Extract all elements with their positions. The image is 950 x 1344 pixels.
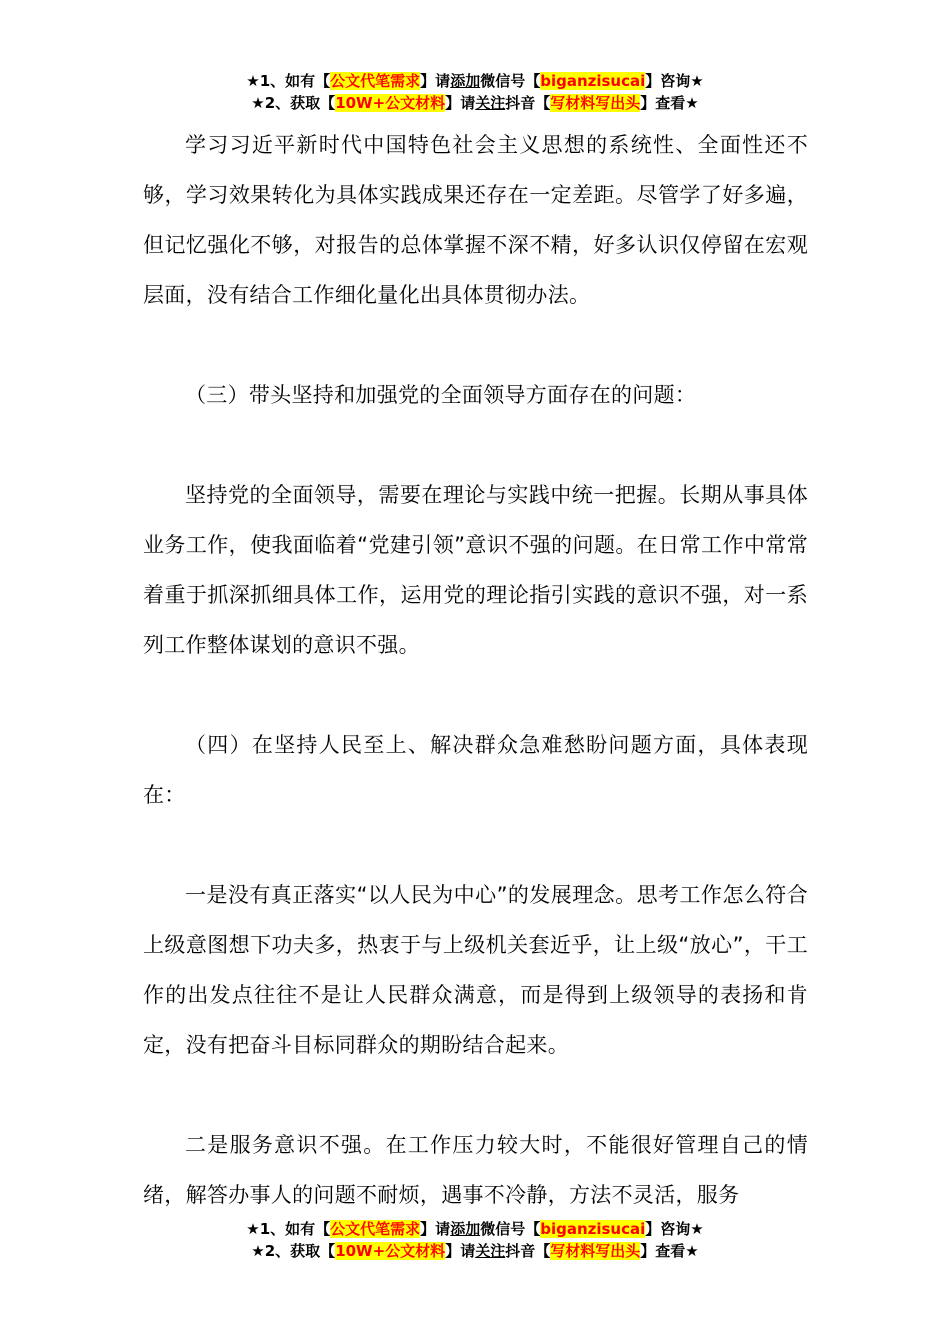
header-banner xyxy=(0,70,950,114)
paragraph-study-gaps: 学习习近平新时代中国特色社会主义思想的系统性、全面性还不够，学习效果转化为具体实践成果还存在一定差距。尽管学了好多遍，但记忆强化不够，对报告的总体掌握不深不精，好多认识仅停留在宏观层面，没有结合工作细化量化出具体贯彻办法。 xyxy=(143,133,808,307)
footer-line-1-prefix: ★1、如有【 xyxy=(246,1220,331,1238)
banner-line-1-highlight-service: 公文代笔需求 xyxy=(330,72,421,90)
banner-line-1-underlined: 添加 xyxy=(450,72,481,90)
footer-line-1-mid2: 微信号【 xyxy=(480,1220,541,1238)
banner-line-1-suffix: 】咨询★ xyxy=(645,72,704,90)
footer-line-1-underlined: 添加 xyxy=(450,1220,481,1238)
section-heading-3: （三）带头坚持和加强党的全面领导方面存在的问题： xyxy=(185,383,697,407)
banner-line-2-mid2: 抖音【 xyxy=(505,94,551,112)
footer-line-2-underlined: 关注 xyxy=(475,1242,506,1260)
banner-line-2-underlined: 关注 xyxy=(475,94,506,112)
paragraph-spacer xyxy=(143,670,808,720)
footer-line-1 xyxy=(0,1218,950,1240)
banner-line-1-prefix: ★1、如有【 xyxy=(246,72,331,90)
banner-line-2-highlight-materials: 10W+公文材料 xyxy=(335,94,446,112)
document-body xyxy=(143,120,808,1220)
paragraph-spacer xyxy=(143,320,808,370)
paragraph-people-centered: 一是没有真正落实“以人民为中心”的发展理念。思考工作怎么符合上级意图想下功夫多，热衷于与上级机关套近乎，让上级“放心”，干工作的出发点往往不是让人民群众满意，而是得到上级领导的表扬和肯定，没有把奋斗目标同群众的期盼结合起来。 xyxy=(143,883,808,1057)
banner-line-2-mid: 】请 xyxy=(445,94,476,112)
banner-line-2 xyxy=(0,92,950,114)
paragraph-spacer xyxy=(143,820,808,870)
footer-line-2-highlight-douyin: 写材料写出头 xyxy=(550,1242,641,1260)
footer-line-2-mid2: 抖音【 xyxy=(505,1242,551,1260)
banner-line-2-highlight-douyin: 写材料写出头 xyxy=(550,94,641,112)
footer-line-2-mid: 】请 xyxy=(445,1242,476,1260)
footer-line-2-suffix: 】查看★ xyxy=(640,1242,699,1260)
banner-line-2-suffix: 】查看★ xyxy=(640,94,699,112)
footer-line-2-highlight-materials: 10W+公文材料 xyxy=(335,1242,446,1260)
footer-line-2 xyxy=(0,1240,950,1262)
footer-line-1-suffix: 】咨询★ xyxy=(645,1220,704,1238)
section-heading-4: （四）在坚持人民至上、解决群众急难愁盼问题方面，具体表现在： xyxy=(143,733,808,807)
banner-line-1-mid2: 微信号【 xyxy=(480,72,541,90)
paragraph-spacer xyxy=(143,1070,808,1120)
footer-line-1-mid: 】请 xyxy=(420,1220,451,1238)
paragraph-spacer xyxy=(143,420,808,470)
banner-line-1-mid: 】请 xyxy=(420,72,451,90)
paragraph-service-awareness: 二是服务意识不强。在工作压力较大时，不能很好管理自己的情绪，解答办事人的问题不耐烦，遇事不冷静，方法不灵活，服务 xyxy=(143,1133,808,1207)
banner-line-1 xyxy=(0,70,950,92)
footer-line-2-prefix: ★2、获取【 xyxy=(251,1242,336,1260)
footer-line-1-highlight-service: 公文代笔需求 xyxy=(330,1220,421,1238)
banner-line-2-prefix: ★2、获取【 xyxy=(251,94,336,112)
footer-banner xyxy=(0,1218,950,1262)
paragraph-party-leadership: 坚持党的全面领导，需要在理论与实践中统一把握。长期从事具体业务工作，使我面临着“党建引领”意识不强的问题。在日常工作中常常着重于抓深抓细具体工作，运用党的理论指引实践的意识不强，对一系列工作整体谋划的意识不强。 xyxy=(143,483,808,657)
banner-line-1-highlight-wechat: biganzisucai xyxy=(540,72,646,90)
footer-line-1-highlight-wechat: biganzisucai xyxy=(540,1220,646,1238)
